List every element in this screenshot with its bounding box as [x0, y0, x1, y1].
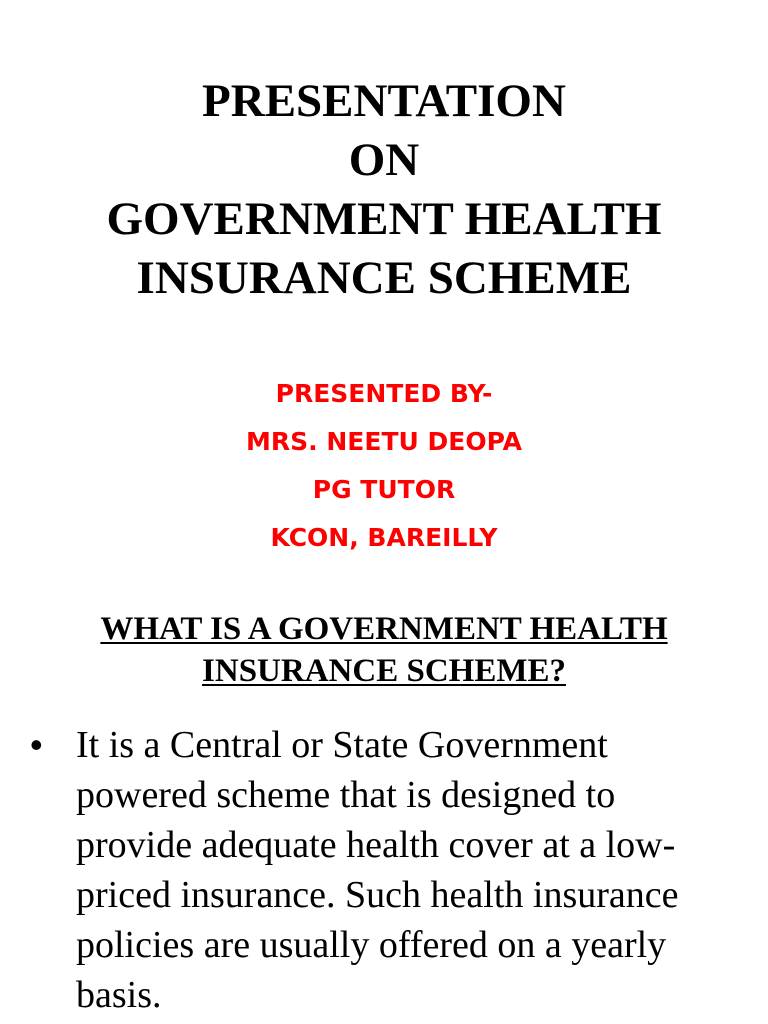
presented-by-label: PRESENTED BY- [275, 379, 493, 408]
title-line: INSURANCE SCHEME [136, 252, 632, 304]
bullet-text: It is a Central or State Government powered scheme that is designed to provide adequate health cover at a low-priced insurance. Such health insurance policies are usually offered on a yearly basis. [76, 724, 679, 1016]
heading-line: INSURANCE SCHEME? [202, 653, 566, 689]
presenter-designation: PG TUTOR [312, 475, 456, 504]
presenter-institution: KCON, BAREILLY [270, 523, 498, 552]
presentation-title [0, 72, 768, 308]
slide-heading [0, 608, 768, 692]
presenter-info [0, 370, 768, 562]
title-line: ON [348, 134, 420, 186]
bullet-list [30, 720, 740, 1020]
bullet-dot-icon: • [30, 724, 43, 765]
bullet-item [30, 720, 740, 1020]
definition-slide [0, 580, 768, 1024]
title-line: PRESENTATION [202, 75, 566, 127]
heading-line: WHAT IS A GOVERNMENT HEALTH [100, 611, 668, 647]
title-line: GOVERNMENT HEALTH [106, 193, 662, 245]
presenter-name: MRS. NEETU DEOPA [246, 427, 522, 456]
